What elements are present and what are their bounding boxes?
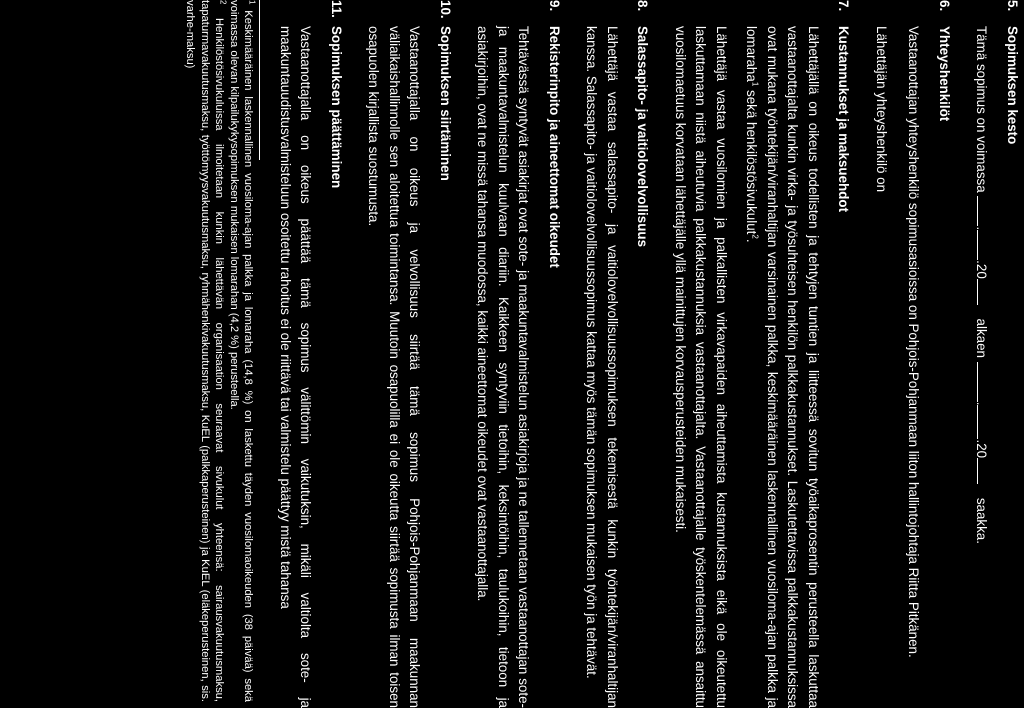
section-title: Sopimuksen kesto	[1005, 26, 1020, 145]
duration-text-from: alkaen	[974, 318, 990, 358]
section-number: 10.	[438, 0, 453, 19]
end-day-blank	[978, 362, 991, 402]
confidentiality-paragraph: Lähettäjä vastaa salassapito- ja vaitiolovelvollisuussopimuksen tekemisestä kunkin työntekijän/viranhaltijan kanssa. Salassapito- ja vaitiolovelvollisuussopimus kattaa myös tämän sopimuksen mukaisen työn ja tehtävät.	[584, 26, 620, 708]
start-year-prefix: .20	[974, 260, 990, 279]
section-10	[363, 0, 455, 708]
footnote-1	[226, 0, 258, 702]
contact-sender-text: Lähettäjän yhteyshenkilö on	[874, 26, 889, 193]
duration-line: Tämä sopimus on voimassa ..20 alkaen ..20 saakka.	[974, 26, 990, 544]
section-title: Sopimuksen päättäminen	[329, 26, 344, 189]
section-title: Yhteyshenkilöt	[937, 26, 952, 122]
footnote-2-text: Henkilöstösivukuluissa ilmoitetaan kunkin lähettävän organisaation seuraavat sivukulut yhteensä: sairausvakuutusmaksu, tapaturmavakuutusmaksu, työttömyysvakuutusmaksu, ryhmähenkivakuutusmaksu, KuEL (palkkaperusteinen) ja KuEL (eläkeperusteinen, sis. varhe-maksu)	[184, 0, 226, 702]
section-heading	[326, 0, 347, 708]
end-year-prefix: .20	[974, 439, 990, 459]
section-heading	[934, 0, 955, 708]
section-number: 5.	[1005, 0, 1020, 12]
section-number: 7.	[836, 0, 852, 12]
footnote-ref-1: 1	[750, 81, 760, 87]
section-9	[472, 0, 564, 708]
section-title: Kustannukset ja maksuehdot	[836, 26, 852, 213]
section-7	[670, 0, 854, 708]
costs-paragraph-1-text: Lähettäjällä on oikeus todellisten ja tehtyjen tuntien ja liitteessä sovitun työaikaprosentin perusteella laskuttaa vastaanottajalta kunkin virka- ja työsuhteisen henkilön palkkakustannukset. Laskutettavissa palkkakustannuksissa ovat mukana työntekijän/viranhaltijan varsinainen palkka, keskimääräinen laskennallinen vuosiloma-ajan palkka ja lomaraha	[744, 26, 821, 708]
section-number: 8.	[635, 0, 651, 12]
footnote-divider	[260, 0, 261, 160]
costs-paragraph-1	[741, 26, 823, 708]
section-11	[275, 0, 347, 708]
start-month-blank	[978, 230, 991, 260]
footnote-2-mark: 2	[219, 0, 229, 5]
section-number: 9.	[547, 0, 562, 12]
section-title: Salassapito- ja vaitiolovelvollisuus	[635, 26, 651, 248]
costs-paragraph-1-end: sekä henkilöstösivukulut	[744, 86, 760, 235]
footnote-1-mark: 1	[248, 0, 258, 5]
section-number: 11.	[329, 0, 344, 18]
duration-text-until: saakka.	[974, 497, 990, 544]
section-heading	[632, 0, 653, 708]
section-heading	[544, 0, 565, 708]
termination-paragraph: Vastaanottajalla on oikeus päättää tämä sopimus välittömin vaikutuksin, mikäli valtiolta sote- ja maakuntauudistusvalmisteluun osoitettu rahoitus ei ole riittävä tai valmistelu päättyy mistä tahansa	[278, 26, 314, 708]
start-day-blank	[978, 196, 991, 226]
section-8	[581, 0, 653, 708]
footnote-ref-2: 2	[750, 234, 760, 239]
footnote-2	[183, 0, 227, 702]
contact-recipient-text: Vastaanottajan yhteyshenkilö sopimusasioissa on Pohjois-Pohjanmaan liiton hallintojohtaja Riitta Pitkänen.	[906, 26, 922, 658]
section-number: 6.	[937, 0, 952, 12]
start-year-blank	[978, 279, 991, 305]
section-heading	[833, 0, 854, 708]
end-month-blank	[978, 405, 991, 439]
footnote-1-text: Keskimääräinen laskennallinen vuosiloma-ajan palkka ja lomaraha (14,8 %) on laskettu täyden vuosilomaoikeuden (38 päivää) sekä voimassa olevan kilpailukykysopimuksen mukaisen lomarahan (4,2 %) perusteella.	[227, 0, 255, 702]
costs-paragraph-2: Lähettäjä vastaa vuosilomien ja palkallisten virkavapaiden aiheuttamista kustannuksista eikä ole oikeutettu laskuttamaan niistä aiheutuvia palkkakustannuksia vastaanottajalta. Vastaanottajalle työskentelemässä ansaittu vuosilomaetuus korvataan lähettäjälle yllä mainittujen korvausperusteiden mukaisesti.	[673, 26, 729, 708]
section-heading	[1002, 0, 1023, 708]
section-5	[971, 0, 1022, 708]
section-title: Sopimuksen siirtäminen	[438, 26, 453, 181]
section-title: Rekisterinpito ja aineettomat oikeudet	[547, 26, 562, 268]
records-paragraph: Tehtävässä syntyvät asiakirjat ovat sote- ja maakuntavalmistelun asiakirjoja ja ne tallennetaan vastaanottajan sote- ja maakuntavalmistelun kuulvaan diariin. Kaikkeen syntyviin tietoihin, keksintöihin, taulukoihin, tietoon ja asiakirjoihin, ovat ne missä tahansa muodossa, kaikki aineettomat oikeudet ovat vastaanottajalla.	[475, 26, 532, 708]
costs-paragraph-1-tail: .	[744, 238, 760, 243]
end-year-blank	[978, 458, 991, 484]
section-heading	[435, 0, 456, 708]
section-6	[871, 0, 955, 708]
transfer-paragraph: Vastaanottajalla on oikeus ja velvollisuus siirtää tämä sopimus Pohjois-Pohjanmaan maakunnan väliaikaishallinnolle sen aloitettua toimintansa. Muutoin osapuolilla ei ole oikeutta siirtää sopimusta ilman toisen osapuolen kirjallista suostumusta.	[366, 26, 423, 708]
duration-text-start: Tämä sopimus on voimassa	[974, 26, 990, 193]
